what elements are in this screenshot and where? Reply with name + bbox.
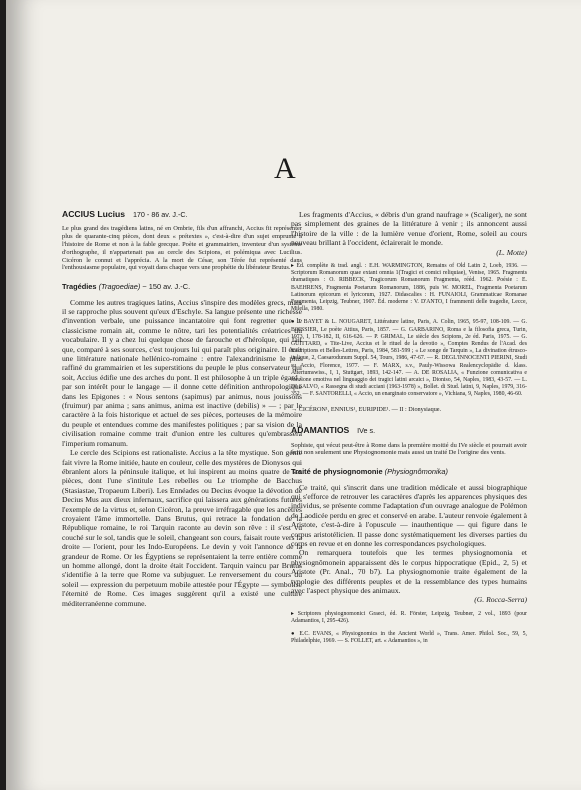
section-subtitle: (Tragoediae) <box>98 282 141 292</box>
section-letter: A <box>274 152 296 185</box>
section-heading-physiognomonie <box>291 467 527 476</box>
entry-dates: IVe s. <box>357 426 376 436</box>
bibliography: ● E.C. EVANS, « Physiognomics in the Ancient World », Trans. Amer. Philol. Soc., 59, 5, Philadelphie, 1969. — S. FOLLET, art. « Adamantios », in <box>291 631 527 645</box>
bibliography: ● J. BAYET & L. NOUGARET, Littérature latine, Paris, A. Colin, 1965, 95-97, 108-109. — G. BOISSIER, Le poète Attius, Paris, 1857. — G. GARBARINO, Roma e la filosofia greca, Turin, 1973, I, 178-182, II, 616-626. — P. GRIMAL, Le siècle des Scipions, 2e éd. Paris, 1975. — G. GUITTARD, « Tite-Live, Accius et le rituel de la devotio », Comptes Rendus de l'Acad. des Inscriptions et Belles-Lettres, Paris, 1984, 581-599 ; « Le songe de Tarquin », La divination étrusco-italique, 2, Caesarodunum Suppl. 54, Tours, 1986, 47-67. — R. DEGL'INNOCENTI PIERINI, Studi su Accio, Florence, 1977. — F. MARX, s.v., Pauly-Wissowa Realencyclopädie d. klass. Altertumswiss., I, 1, Stuttgart, 1893, 142-147. — A. DE ROSALIA, « Funzione comunicativa e funzione emotiva nel linguaggio dei tragici latini arcaici », Dioniso, 54, Naples, 1983, 43-57. — L. DI SALVO, « Rassegna di studi acciani (1963-1978) », Bollet. di Stud. latini, 9, Naples, 1979, 316-352. — F. SANTORELLI, « Accio, un enarginato conservatore », Vichiana, 9, Naples, 1980, 46-60. <box>291 319 527 398</box>
section-date: ~ 150 av. J.-C. <box>142 282 191 292</box>
entry-dates: 170 - 86 av. J.-C. <box>132 210 188 219</box>
paragraph: On remarquera toutefois que les termes physiognomonia et physiognômonein apparaissent dès le corpus hippocratique (Epid., 2, 5) et Aristote (Pr. Anal., 70 b7). La physiognomonie traite également de la typologie des différents peuples et de la ressemblance des types humains avec l'aspect physique des animaux. <box>291 548 527 595</box>
paragraph: Les fragments d'Accius, « débris d'un grand naufrage » (Scaliger), ne sont pas simplement des graines de la littérature à venir ; ils annoncent aussi l'histoire de la ville : de la lumière venue d'orient, Rome, soleil au cours nouveau brillant à l'occident, éclairerait le monde. <box>291 210 527 248</box>
section-heading-tragedies <box>62 282 302 291</box>
paragraph: Le cercle des Scipions est rationaliste. Accius a la tête mystique. Son génie fait vivre la Rome initiée, haute en couleur, celle des mystères de Dionysos qui ébranlent alors la péninsule italique, et lui inspirent au moins quatre de ses pièces, dont l'une s'intitule Les rebelles ou Le triomphe de Bacchus (Stasiastae, Tropaeum Liberi). Les Ennéades ou Decius évoque la dévotion de Decius Mus aux dieux infernaux, sacrifice qui laissera aux générations futures l'exemple de la virtus et, selon Cicéron, la preuve irréfragable que les ancêtres croyaient l'âme immortelle. Dans Brutus, qui retrace la fondation de la République romaine, le roi Tarquin raconte au devin son rêve : il s'est vu couché sur le sol, tandis que le soleil, changeant son cours, faisait route vers la droite — l'orient, pour les Indo-Européens. Le devin y voit l'annonce de la grandeur de Rome. Or les Égyptiens se représentaient la terre entière comme un homme allongé, dont la droite était l'occident. Tarquin vaincu par Brutus s'identifie à la terre que Rome va subjuguer. Le renversement du cours du soleil — expression du perpetuum mobile attestée pour l'Égypte — symbolise l'éternité de Rome. Ces images suggèrent qu'il a existé une culture méditerranéenne commune. <box>62 448 302 608</box>
entry-intro: Sophiste, qui vécut peut-être à Rome dans la première moitié du IVe siècle et pourrait avoir écrit non seulement une Physiognomonie mais aussi un traité De l'origine des vents. <box>291 441 527 457</box>
section-title: Tragédies <box>62 282 97 292</box>
entry-name: ADAMANTIOS <box>291 425 350 436</box>
bibliography: ▸ Scriptores physiognomonici Graeci, éd. R. Förster, Leipzig, Teubner, 2 vol., 1893 (pour Adamantios, I, 295-426). <box>291 610 527 624</box>
entry-name: ACCIUS Lucius <box>62 209 126 219</box>
section-title: Traité de physiognomonie <box>291 467 383 477</box>
dictionary-page <box>6 0 581 790</box>
entry-intro: Le plus grand des tragédiens latins, né en Ombrie, fils d'un affranchi, Accius fit représenter plus de quarante-cinq pièces, dont deux « prétextes », c'est-à-dire d'un sujet emprunté à l'histoire de Rome et non à la fable grecque. Poète et grammairien, inventeur d'un système d'orthographe, il n'appartenait pas au cercle des Scipions, et polémiqua avec Lucilius. Cicéron le connut et l'apprécia. A la mort de César, son Térée fut représenté dans l'enthousiasme populaire, qui voyait dans chaque vers une prophétie du libérateur Brutus. <box>62 225 302 272</box>
entry-adamantios-header <box>291 426 527 435</box>
author-signature: (G. Rocca-Serra) <box>474 595 527 605</box>
author-signature: (L. Motte) <box>496 247 527 257</box>
bibliography: ▸ Éd. complète & trad. angl. : E.H. WARMINGTON, Remains of Old Latin 2, Loeb, 1936. — Scriptorum Romanorum quae extant omnia 1(Tragici et comici reliquiae), Venise, 1965. Fragments dramatiques : O. RIBBECK, Tragicorum Romanorum Fragmenta, rééd. 1962. Poésie : E. BAEHRENS, Fragmenta Poetarum Romanorum, 1886, puis W. MOREL, Fragmenta Poetarum Latinorum epicorum et lyricorum, 1927. Didascalies : H. FUNAIOLI, Grammaticae Romanae Fragmenta, Leipzig, Teubner, 1907. Éd. moderne : V. D'ANTO, I frammenti delle tragedie, Lecce, Milella, 1980. <box>291 263 527 313</box>
section-subtitle: (Physiognômonika) <box>384 467 448 477</box>
see-also: → CICÉRON¹, ENNIUS¹, EURIPIDE¹. — II : Dionysiaque. <box>291 405 442 413</box>
paragraph: Ce traité, qui s'inscrit dans une tradition médicale et aussi biographique qui s'efforce de retrouver les caractères d'après les apparences physiques des individus, se présente comme l'adaptation d'un ouvrage analogue de Polémon de Laodicée perdu en grec et conservé en arabe. L'auteur renvoie également à Aristote, c'est-à-dire à l'opuscule — inauthentique — qui figure dans le corpus aristotélicien. Il passe donc systématiquement les diverses parties du corps en revue et en donne les correspondances psychologiques. <box>291 482 527 548</box>
paragraph: Comme les autres tragiques latins, Accius s'inspire des modèles grecs, mais il se rapproche plus souvent qu'eux d'Eschyle. Sa langue présente une richesse d'invention verbale, une puissance incantatoire qui font regretter que le classicisme romain ait, comme le nôtre, tari les potentialités créatrices du vocabulaire. Il y a chez lui quelque chose de farouche et d'héroïque, qui fait que, comparé à ses sources, c'est toujours lui qui paraît plus originaire. Il écrit une littérature nationale hellénico-romaine : entre l'alexandrinisme le plus raffiné du grammairien et les superstitions du peuple le plus conservateur qui soit, Accius édifie une des arches du pont. Il est philosophe à un triple égard : par son intérêt pour le langage — il donne cette définition anthropologique dans les Epigones : « Nous sentons (sapimus) par animus, nous jouissons (fruimur) par anima ; sans animus, anima est inactive (debilis) » — ; par le caractère à la fois historique et actuel de ses pièces, porteuses de la mémoire du peuple et entendues comme des manifestes politiques ; par sa vision de la civilisation romaine comme trait d'union entre les cultures qu'embrassera l'imperium romanum. <box>62 297 302 448</box>
right-column <box>291 210 527 646</box>
left-column <box>62 210 302 608</box>
entry-accius-header <box>62 210 302 219</box>
